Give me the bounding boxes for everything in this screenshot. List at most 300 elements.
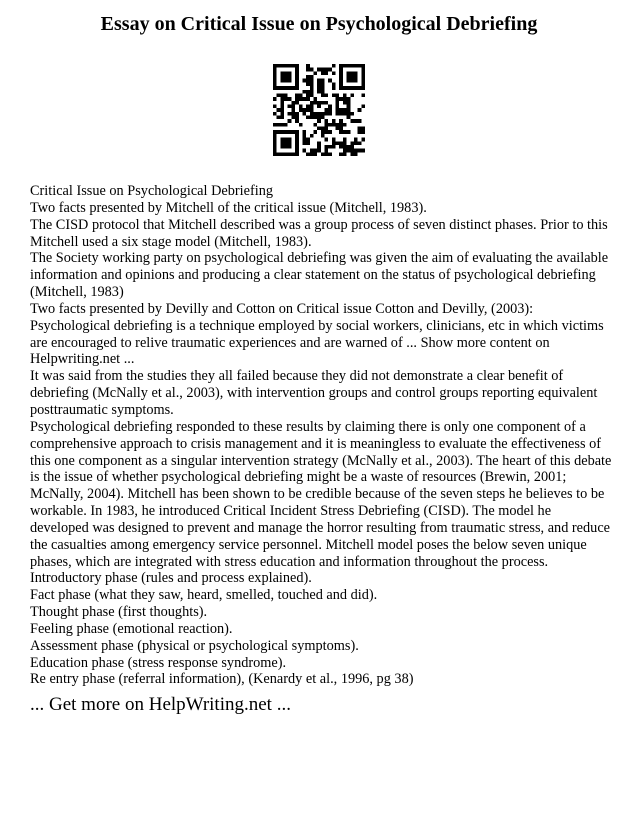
qr-module (295, 119, 299, 123)
qr-module (347, 149, 351, 153)
qr-module (302, 134, 306, 138)
qr-module (339, 82, 343, 86)
qr-module (310, 82, 314, 86)
qr-module (284, 75, 288, 79)
qr-module (299, 108, 303, 112)
qr-module (350, 64, 354, 68)
qr-module (273, 86, 277, 90)
qr-module (354, 119, 358, 123)
qr-module (295, 79, 299, 83)
qr-module (277, 93, 281, 97)
qr-module (354, 141, 358, 145)
qr-module (343, 145, 347, 149)
qr-module (288, 79, 292, 83)
qr-module (288, 97, 292, 101)
qr-module (295, 152, 299, 156)
qr-module (339, 119, 343, 123)
qr-module (350, 93, 354, 97)
paragraph: The CISD protocol that Mitchell described was a group process of seven distinct phases. Prior to this Mitchell used a six stage model (Mitchell, 1983). (30, 216, 608, 250)
qr-module (306, 108, 310, 112)
qr-module (280, 71, 284, 75)
qr-module (332, 119, 336, 123)
qr-module (317, 68, 321, 72)
qr-module (321, 101, 325, 105)
qr-module (343, 141, 347, 145)
qr-module (343, 108, 347, 112)
qr-module (328, 123, 332, 127)
qr-module (317, 145, 321, 149)
qr-module (347, 97, 351, 101)
qr-module (302, 149, 306, 153)
qr-module (295, 97, 299, 101)
qr-module (321, 116, 325, 120)
qr-module (317, 119, 321, 123)
qr-module (306, 152, 310, 156)
phase-item: Fact phase (what they saw, heard, smelled, touched and did). (30, 587, 378, 604)
qr-module (321, 82, 325, 86)
qr-module (277, 108, 281, 112)
qr-module (336, 141, 340, 145)
qr-module (280, 97, 284, 101)
qr-module (354, 86, 358, 90)
qr-module (306, 116, 310, 120)
qr-module (310, 90, 314, 94)
qr-module (328, 68, 332, 72)
qr-module (302, 79, 306, 83)
qr-module (347, 79, 351, 83)
qr-module (295, 116, 299, 120)
qr-module (339, 152, 343, 156)
qr-module (361, 79, 365, 83)
qr-module (332, 86, 336, 90)
qr-module (273, 79, 277, 83)
qr-module (347, 112, 351, 116)
qr-module (317, 86, 321, 90)
qr-module (273, 112, 277, 116)
qr-module (295, 93, 299, 97)
qr-module (284, 93, 288, 97)
qr-module (354, 149, 358, 153)
qr-module (343, 138, 347, 142)
qr-module (332, 82, 336, 86)
qr-module (361, 75, 365, 79)
qr-module (277, 116, 281, 120)
qr-module (354, 64, 358, 68)
qr-module (288, 75, 292, 79)
qr-module (306, 90, 310, 94)
phase-item: Education phase (stress response syndrome). (30, 654, 287, 671)
qr-module (347, 130, 351, 134)
qr-module (339, 86, 343, 90)
qr-module (325, 152, 329, 156)
qr-module (273, 141, 277, 145)
qr-module (288, 112, 292, 116)
qr-module (361, 68, 365, 72)
qr-module (354, 79, 358, 83)
qr-module (361, 82, 365, 86)
qr-module (358, 127, 362, 131)
qr-module (277, 130, 281, 134)
qr-module (321, 71, 325, 75)
qr-module (280, 123, 284, 127)
qr-module (328, 112, 332, 116)
qr-module (332, 64, 336, 68)
qr-module (332, 141, 336, 145)
qr-module (325, 130, 329, 134)
qr-module (336, 101, 340, 105)
phase-item: Assessment phase (physical or psychological symptoms). (30, 637, 359, 654)
qr-module (339, 108, 343, 112)
qr-module (284, 123, 288, 127)
qr-module (306, 82, 310, 86)
qr-module (280, 138, 284, 142)
qr-module (332, 123, 336, 127)
qr-module (343, 152, 347, 156)
qr-module (291, 86, 295, 90)
qr-module (284, 138, 288, 142)
qr-module (273, 134, 277, 138)
qr-module (280, 64, 284, 68)
qr-module (295, 75, 299, 79)
qr-module (354, 75, 358, 79)
qr-module (273, 82, 277, 86)
qr-module (325, 138, 329, 142)
qr-module (361, 138, 365, 142)
qr-module (339, 130, 343, 134)
qr-module (336, 104, 340, 108)
qr-module (339, 127, 343, 131)
qr-module (339, 75, 343, 79)
paragraph: Two facts presented by Mitchell of the critical issue (Mitchell, 1983). (30, 199, 427, 216)
qr-module (347, 64, 351, 68)
qr-module (317, 141, 321, 145)
qr-module (317, 82, 321, 86)
qr-module (347, 108, 351, 112)
qr-module (332, 145, 336, 149)
qr-module (310, 152, 314, 156)
qr-module (284, 64, 288, 68)
qr-module (273, 149, 277, 153)
qr-module (284, 97, 288, 101)
phase-item: Feeling phase (emotional reaction). (30, 620, 233, 637)
qr-module (280, 101, 284, 105)
qr-module (280, 79, 284, 83)
qr-module (317, 149, 321, 153)
qr-module (302, 108, 306, 112)
qr-module (339, 71, 343, 75)
qr-module (328, 104, 332, 108)
qr-module (343, 86, 347, 90)
qr-module (284, 86, 288, 90)
qr-module (354, 152, 358, 156)
qr-module (288, 86, 292, 90)
qr-module (343, 64, 347, 68)
qr-module (313, 101, 317, 105)
qr-module (354, 71, 358, 75)
qr-module (291, 104, 295, 108)
qr-module (339, 123, 343, 127)
qr-module (280, 104, 284, 108)
phase-item: Thought phase (first thoughts). (30, 604, 208, 621)
qr-module (332, 71, 336, 75)
qr-module (358, 64, 362, 68)
qr-module (339, 145, 343, 149)
qr-module (347, 116, 351, 120)
qr-module (299, 104, 303, 108)
qr-module (350, 75, 354, 79)
qr-module (273, 104, 277, 108)
qr-module (321, 134, 325, 138)
qr-module (273, 68, 277, 72)
qr-module (339, 97, 343, 101)
qr-module (306, 97, 310, 101)
qr-module (358, 86, 362, 90)
qr-module (313, 130, 317, 134)
qr-module (336, 108, 340, 112)
qr-module (313, 71, 317, 75)
qr-module (336, 123, 340, 127)
qr-module (361, 149, 365, 153)
qr-module (299, 123, 303, 127)
qr-module (284, 152, 288, 156)
qr-module (358, 119, 362, 123)
qr-module (284, 130, 288, 134)
qr-module (310, 68, 314, 72)
qr-module (310, 134, 314, 138)
qr-module (325, 127, 329, 131)
qr-code-icon (273, 64, 365, 156)
paragraph: It was said from the studies they all failed because they did not demonstrate a clear benefit of debriefing (McNally et al., 2003), with intervention groups and control groups reporting equivalent posttraumatic symptoms. (30, 368, 598, 418)
qr-module (306, 64, 310, 68)
paragraph: Psychological debriefing is a technique employed by social workers, clinicians, etc in which victims are encouraged to relive traumatic experiences and are warned of ... Show more content on Helpwriting.net ... (30, 317, 604, 368)
qr-module (313, 112, 317, 116)
page-title: Essay on Critical Issue on Psychological Debriefing (100, 13, 538, 35)
qr-module (361, 127, 365, 131)
qr-module (288, 138, 292, 142)
qr-module (273, 75, 277, 79)
qr-module (284, 145, 288, 149)
qr-module (288, 141, 292, 145)
qr-module (280, 141, 284, 145)
phase-item: Introductory phase (rules and process explained). (30, 570, 312, 587)
qr-module (343, 101, 347, 105)
qr-module (328, 130, 332, 134)
qr-module (343, 97, 347, 101)
qr-module (295, 141, 299, 145)
qr-module (310, 108, 314, 112)
qr-module (336, 112, 340, 116)
qr-module (295, 68, 299, 72)
qr-module (328, 145, 332, 149)
qr-module (306, 93, 310, 97)
qr-module (343, 130, 347, 134)
qr-module (310, 86, 314, 90)
qr-module (291, 108, 295, 112)
qr-module (299, 97, 303, 101)
qr-module (361, 104, 365, 108)
qr-module (317, 90, 321, 94)
qr-module (306, 75, 310, 79)
essay-body (30, 183, 612, 688)
qr-module (317, 101, 321, 105)
qr-module (321, 152, 325, 156)
qr-module (313, 149, 317, 153)
qr-module (273, 123, 277, 127)
qr-module (288, 104, 292, 108)
qr-module (317, 79, 321, 83)
qr-module (339, 141, 343, 145)
qr-module (295, 71, 299, 75)
paragraph: The Society working party on psychological debriefing was given the aim of evaluating the available information and opinions and producing a clear statement on the status of psychological debriefing (Mitchell, 1983) (30, 250, 609, 301)
qr-module (325, 71, 329, 75)
qr-module (347, 145, 351, 149)
qr-module (354, 138, 358, 142)
qr-module (288, 71, 292, 75)
qr-module (313, 152, 317, 156)
qr-module (310, 75, 314, 79)
qr-module (280, 152, 284, 156)
qr-module (317, 116, 321, 120)
qr-module (299, 93, 303, 97)
qr-module (295, 130, 299, 134)
qr-module (295, 82, 299, 86)
qr-module (288, 145, 292, 149)
qr-module (273, 138, 277, 142)
qr-module (295, 64, 299, 68)
helpwriting-link[interactable]: ... Get more on HelpWriting.net ... (30, 694, 291, 715)
qr-module (291, 152, 295, 156)
qr-module (310, 93, 314, 97)
qr-module (321, 112, 325, 116)
qr-module (350, 149, 354, 153)
qr-module (280, 93, 284, 97)
qr-module (328, 79, 332, 83)
qr-module (288, 130, 292, 134)
qr-module (350, 79, 354, 83)
qr-module (325, 108, 329, 112)
qr-module (317, 104, 321, 108)
qr-module (339, 112, 343, 116)
qr-module (325, 101, 329, 105)
qr-module (350, 112, 354, 116)
qr-module (306, 141, 310, 145)
qr-module (280, 116, 284, 120)
qr-module (310, 116, 314, 120)
qr-module (350, 152, 354, 156)
qr-module (302, 138, 306, 142)
qr-module (339, 64, 343, 68)
qr-module (361, 71, 365, 75)
qr-module (291, 64, 295, 68)
qr-module (313, 97, 317, 101)
qr-module (295, 101, 299, 105)
qr-module (325, 145, 329, 149)
qr-module (343, 123, 347, 127)
qr-module (277, 152, 281, 156)
qr-module (295, 145, 299, 149)
qr-module (295, 138, 299, 142)
qr-module (343, 112, 347, 116)
paragraph: Two facts presented by Devilly and Cotton on Critical issue Cotton and Devilly, (2003): (30, 300, 534, 317)
qr-module (280, 130, 284, 134)
qr-module (280, 112, 284, 116)
qr-module (310, 112, 314, 116)
qr-module (288, 119, 292, 123)
qr-module (328, 152, 332, 156)
qr-module (310, 104, 314, 108)
qr-module (291, 130, 295, 134)
qr-module (350, 71, 354, 75)
qr-module (336, 127, 340, 131)
qr-module (302, 141, 306, 145)
qr-module (325, 112, 329, 116)
qr-module (291, 116, 295, 120)
qr-module (295, 86, 299, 90)
qr-module (350, 141, 354, 145)
qr-module (350, 86, 354, 90)
qr-module (273, 152, 277, 156)
qr-module (321, 68, 325, 72)
qr-module (361, 64, 365, 68)
paragraph: Critical Issue on Psychological Debriefing (30, 183, 273, 199)
qr-module (343, 93, 347, 97)
qr-module (347, 71, 351, 75)
qr-module (273, 64, 277, 68)
qr-module (332, 93, 336, 97)
qr-module (350, 145, 354, 149)
qr-module (325, 149, 329, 153)
qr-module (288, 152, 292, 156)
qr-module (347, 75, 351, 79)
qr-module (295, 149, 299, 153)
qr-module (358, 108, 362, 112)
qr-module (339, 68, 343, 72)
qr-module (317, 112, 321, 116)
paragraph: Psychological debriefing responded to these results by claiming there is only one component of a comprehensive approach to crisis management and it is meaningless to evaluate the effectiveness of this one component as a singular intervention strategy (McNally et al., 2003). The heart of this debate is the issue of whether psychological debriefing might be a waste of resources (Brewin, 2001; McNally, 2004). Mitchell has been shown to be credible because of the seven steps he believes to be workable. In 1983, he introduced Critical Incident Stress Debriefing (CISD). The model he developed was designed to prevent and manage the horror resulting from traumatic stress, and reduce the casualties among emergency service personnel. Mitchell model poses the below seven unique phases, which are integrated with stress education and information throughout the process. (30, 418, 612, 570)
qr-module (358, 149, 362, 153)
qr-module (280, 145, 284, 149)
qr-module (313, 116, 317, 120)
qr-module (347, 86, 351, 90)
qr-module (273, 71, 277, 75)
qr-module (291, 101, 295, 105)
qr-module (358, 141, 362, 145)
qr-module (310, 149, 314, 153)
qr-module (313, 123, 317, 127)
qr-module (321, 93, 325, 97)
qr-module (325, 119, 329, 123)
qr-module (321, 127, 325, 131)
qr-module (291, 112, 295, 116)
qr-module (277, 123, 281, 127)
phase-item: Re entry phase (referral information), (Kenardy et al., 1996, pg 38) (30, 671, 414, 688)
qr-module (361, 93, 365, 97)
qr-module (295, 134, 299, 138)
qr-module (277, 86, 281, 90)
qr-module (321, 90, 325, 94)
qr-module (284, 141, 288, 145)
qr-module (273, 130, 277, 134)
qr-module (347, 101, 351, 105)
qr-module (306, 104, 310, 108)
qr-module (284, 71, 288, 75)
qr-module (288, 64, 292, 68)
qr-module (325, 123, 329, 127)
qr-module (302, 130, 306, 134)
qr-module (306, 138, 310, 142)
qr-module (317, 127, 321, 131)
qr-module (336, 97, 340, 101)
